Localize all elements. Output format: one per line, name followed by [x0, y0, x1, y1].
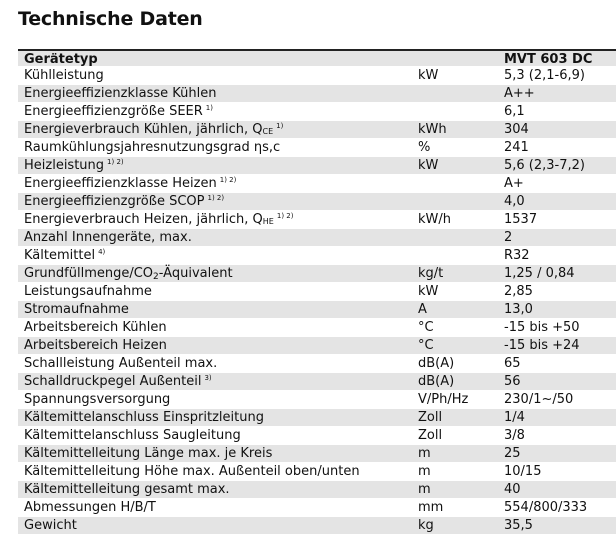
table-row: [18, 283, 616, 301]
row-value: 13,0: [504, 302, 533, 317]
row-label: [24, 103, 213, 120]
row-label: [24, 301, 129, 318]
table-row: [18, 499, 616, 517]
row-unit: kg: [418, 518, 434, 533]
row-label: [24, 193, 224, 210]
row-label-text: Kältemittelanschluss Einspritzleitung: [24, 410, 264, 425]
table-row: [18, 427, 616, 445]
row-label: [24, 139, 280, 156]
table-row: [18, 193, 616, 211]
row-label-text: Kältemittelleitung gesamt max.: [24, 482, 230, 497]
footnote-marker: 4): [98, 248, 106, 256]
table-body: [18, 67, 616, 535]
table-row: [18, 229, 616, 247]
row-value: 2,85: [504, 284, 533, 299]
row-value: 241: [504, 140, 529, 155]
table-row: [18, 481, 616, 499]
footnote-marker: 1) 2): [107, 158, 124, 166]
row-label: [24, 463, 360, 480]
row-value: 230/1~/50: [504, 392, 574, 407]
row-label: [24, 319, 167, 336]
row-label: [24, 337, 167, 354]
row-label-text: Energieverbrauch Heizen, jährlich, Q: [24, 212, 263, 227]
row-label-text: Grundfüllmenge/CO: [24, 266, 154, 281]
row-value: 40: [504, 482, 521, 497]
row-label-text: Schallleistung Außenteil max.: [24, 356, 218, 371]
row-label: [24, 157, 124, 174]
row-unit: m: [418, 446, 431, 461]
spec-table: [18, 49, 616, 535]
row-unit: V/Ph/Hz: [418, 392, 469, 407]
row-unit: kW: [418, 158, 439, 173]
row-label-text: Anzahl Innengeräte, max.: [24, 230, 192, 245]
table-row: [18, 247, 616, 265]
row-value: 1/4: [504, 410, 525, 425]
row-label-subscript: CE: [262, 127, 274, 136]
row-label-text: Schalldruckpegel Außenteil: [24, 374, 202, 389]
table-row: [18, 445, 616, 463]
table-row: [18, 139, 616, 157]
row-unit: dB(A): [418, 374, 455, 389]
row-value: 554/800/333: [504, 500, 588, 515]
row-value: 1537: [504, 212, 538, 227]
row-unit: mm: [418, 500, 444, 515]
row-label-text: Kältemittel: [24, 248, 96, 263]
table-row: [18, 121, 616, 139]
row-label-subscript: HE: [262, 217, 274, 226]
row-label: [24, 175, 236, 192]
row-label-text: Kältemittelleitung Länge max. je Kreis: [24, 446, 273, 461]
row-label: [24, 283, 152, 300]
table-row: [18, 265, 616, 283]
table-row: [18, 463, 616, 481]
table-header-row: [18, 49, 616, 67]
row-label: [24, 229, 192, 246]
row-label-text: Leistungsaufnahme: [24, 284, 152, 299]
row-value: 65: [504, 356, 521, 371]
row-label: [24, 247, 105, 264]
row-value: 35,5: [504, 518, 533, 533]
row-label-text: Kältemittelleitung Höhe max. Außenteil oben/unten: [24, 464, 360, 479]
table-row: [18, 373, 616, 391]
table-row: [18, 67, 616, 85]
row-value: 5,6 (2,3-7,2): [504, 158, 585, 173]
row-label-text: Arbeitsbereich Heizen: [24, 338, 167, 353]
table-row: [18, 517, 616, 535]
row-label-text: Gewicht: [24, 518, 77, 533]
row-label: [24, 121, 283, 140]
row-label-text: Energieverbrauch Kühlen, jährlich, Q: [24, 122, 263, 137]
footnote-marker: 1): [276, 122, 284, 130]
row-label-subscript: 2: [153, 272, 159, 282]
footnote-marker: 1) 2): [219, 176, 237, 184]
row-label-text: Energieeffizienzgröße SCOP: [24, 194, 205, 209]
row-label-text: Abmessungen H/B/T: [24, 500, 156, 515]
row-unit: m: [418, 482, 431, 497]
row-unit: °C: [418, 338, 434, 353]
row-unit: A: [418, 302, 427, 317]
row-label-text: Energieeffizienzklasse Heizen: [24, 176, 217, 191]
row-label: [24, 391, 170, 408]
row-unit: dB(A): [418, 356, 455, 371]
header-model: MVT 603 DC: [504, 52, 593, 67]
table-row: [18, 391, 616, 409]
row-value: 304: [504, 122, 529, 137]
row-label: [24, 85, 216, 102]
row-unit: kg/t: [418, 266, 444, 281]
table-row: [18, 319, 616, 337]
table-row: [18, 301, 616, 319]
row-label: [24, 517, 77, 534]
row-unit: kWh: [418, 122, 447, 137]
row-label-text: Energieeffizienzklasse Kühlen: [24, 86, 217, 101]
row-label: [24, 481, 230, 498]
row-label: [24, 67, 104, 84]
header-label: Gerätetyp: [24, 52, 98, 67]
row-unit: %: [418, 140, 431, 155]
row-label-text: Stromaufnahme: [24, 302, 129, 317]
row-label-text: Spannungsversorgung: [24, 392, 171, 407]
table-row: [18, 103, 616, 121]
table-row: [18, 175, 616, 193]
row-label-text: Energieeffizienzgröße SEER: [24, 104, 203, 119]
table-row: [18, 409, 616, 427]
row-label: [24, 409, 264, 426]
footnote-marker: 1) 2): [207, 194, 225, 202]
row-label-text: Kühlleistung: [24, 68, 104, 83]
row-value: -15 bis +50: [504, 320, 580, 335]
row-unit: Zoll: [418, 410, 443, 425]
row-value: 25: [504, 446, 521, 461]
row-value: R32: [504, 248, 530, 263]
row-value: 6,1: [504, 104, 525, 119]
page-title: Technische Daten: [18, 8, 203, 30]
table-row: [18, 85, 616, 103]
row-value: 3/8: [504, 428, 525, 443]
row-label: [24, 499, 156, 516]
footnote-marker: 1) 2): [276, 212, 294, 220]
footnote-marker: 1): [205, 104, 213, 112]
row-unit: kW: [418, 284, 439, 299]
row-value: 5,3 (2,1-6,9): [504, 68, 585, 83]
row-value: A+: [504, 176, 524, 191]
row-value: 2: [504, 230, 513, 245]
row-label-text: Raumkühlungsjahresnutzungsgrad ηs,c: [24, 140, 281, 155]
row-value: 4,0: [504, 194, 525, 209]
table-row: [18, 337, 616, 355]
row-label: [24, 445, 272, 462]
row-label: [24, 373, 212, 390]
row-unit: m: [418, 464, 431, 479]
row-label-text: Heizleistung: [24, 158, 105, 173]
table-row: [18, 211, 616, 229]
row-unit: kW: [418, 68, 439, 83]
row-value: 10/15: [504, 464, 542, 479]
row-label: [24, 211, 293, 230]
row-value: 1,25 / 0,84: [504, 266, 575, 281]
footnote-marker: 3): [204, 374, 212, 382]
row-value: A++: [504, 86, 535, 101]
table-row: [18, 157, 616, 175]
row-label-text: Kältemittelanschluss Saugleitung: [24, 428, 241, 443]
row-label: [24, 355, 217, 372]
row-unit: °C: [418, 320, 434, 335]
row-label-suffix: -Äquivalent: [158, 266, 233, 281]
row-value: 56: [504, 374, 521, 389]
row-value: -15 bis +24: [504, 338, 580, 353]
row-unit: kW/h: [418, 212, 452, 227]
table-row: [18, 355, 616, 373]
row-label: [24, 427, 241, 444]
row-unit: Zoll: [418, 428, 443, 443]
row-label-text: Arbeitsbereich Kühlen: [24, 320, 167, 335]
